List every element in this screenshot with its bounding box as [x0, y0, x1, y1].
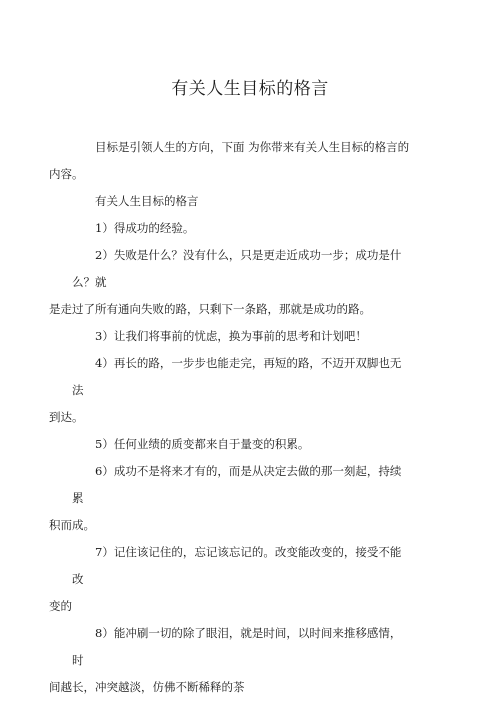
paragraph-line: 5）任何业绩的质变都来自于量变的积累。	[95, 437, 310, 451]
document-title: 有关人生目标的格言	[171, 79, 329, 99]
paragraph-line: 内容。	[49, 167, 84, 181]
paragraph-item-8	[49, 620, 412, 701]
paragraph-item-6	[49, 458, 412, 539]
paragraph-item-5	[72, 431, 412, 458]
document-body	[49, 134, 412, 701]
paragraph-item-2	[49, 242, 412, 323]
paragraph-line: 有关人生目标的格言	[95, 194, 199, 208]
paragraph-subheading	[72, 188, 412, 215]
paragraph-item-3	[72, 323, 412, 350]
paragraph-line: 变的	[49, 599, 72, 613]
paragraph-line: 到达。	[49, 410, 84, 424]
paragraph-line: 目标是引领人生的方向，下面 为你带来有关人生目标的格言的	[95, 140, 410, 154]
paragraph-line: 3）让我们将事前的忧虑，换为事前的思考和计划吧！	[95, 329, 367, 343]
paragraph-line: 4）再长的路，一步步也能走完，再短的路，不迈开双脚也无法	[72, 356, 402, 397]
paragraph-intro	[49, 134, 412, 188]
paragraph-line: 2）失败是什么？没有什么，只是更走近成功一步；成功是什么？就	[72, 248, 402, 289]
paragraph-line: 是走过了所有通向失败的路，只剩下一条路，那就是成功的路。	[49, 302, 371, 316]
paragraph-line: 1）得成功的经验。	[95, 221, 195, 235]
paragraph-item-1	[72, 215, 412, 242]
paragraph-line: 积而成。	[49, 518, 95, 532]
paragraph-item-7	[49, 539, 412, 620]
paragraph-line: 7）记住该记住的，忘记该忘记的。改变能改变的，接受不能改	[72, 545, 402, 586]
paragraph-line: 6）成功不是将来才有的，而是从决定去做的那一刻起，持续累	[72, 464, 402, 505]
paragraph-line: 间越长，冲突越淡，仿佛不断稀释的茶	[49, 680, 245, 694]
paragraph-item-4	[49, 350, 412, 431]
paragraph-line: 8）能冲刷一切的除了眼泪，就是时间，以时间来推移感情，时	[72, 626, 402, 667]
